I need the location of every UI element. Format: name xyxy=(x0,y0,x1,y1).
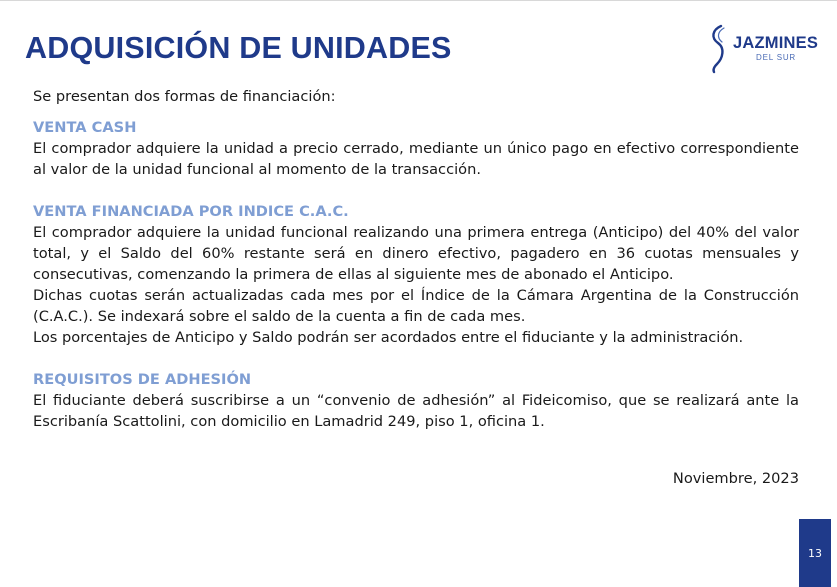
spacer xyxy=(33,180,799,201)
logo-s-mark-icon xyxy=(708,24,732,74)
jazmines-logo xyxy=(708,24,826,74)
venta-financiada-text-1: El comprador adquiere la unidad funcional realizando una primera entrega (Anticipo) del 40% del valor total, y el Saldo del 60% restante será en dinero efectivo, pagadero en 36 cuotas mensuales y consecutivas, comenzando la primera de ellas al siguiente mes de abonado el Anticipo. xyxy=(33,224,799,283)
page-number: 13 xyxy=(808,546,822,560)
top-divider xyxy=(0,0,837,1)
venta-financiada-text-3: Los porcentajes de Anticipo y Saldo podrán ser acordados entre el fiduciante y la administración. xyxy=(33,329,744,346)
requisitos-text: El fiduciante deberá suscribirse a un “convenio de adhesión” al Fideicomiso, que se realizará ante la Escribanía Scattolini, con domicilio en Lamadrid 249, piso 1, oficina 1. xyxy=(33,392,799,430)
venta-financiada-text-2: Dichas cuotas serán actualizadas cada mes por el Índice de la Cámara Argentina de la Construcción (C.A.C.). Se indexará sobre el saldo de la cuenta a fin de cada mes. xyxy=(33,287,799,325)
logo-name: JAZMINES xyxy=(733,34,819,52)
main-content xyxy=(33,86,799,432)
section-heading-venta-financiada: VENTA FINANCIADA POR INDICE C.A.C. xyxy=(33,203,349,220)
intro-text: Se presentan dos formas de financiación: xyxy=(33,88,336,105)
page-title: ADQUISICIÓN DE UNIDADES xyxy=(25,31,452,65)
page-number-badge xyxy=(799,519,831,587)
logo-subtitle: DEL SUR xyxy=(756,53,796,62)
spacer xyxy=(33,348,799,369)
section-heading-requisitos: REQUISITOS DE ADHESIÓN xyxy=(33,371,252,388)
section-heading-venta-cash: VENTA CASH xyxy=(33,119,137,136)
document-date: Noviembre, 2023 xyxy=(672,470,799,487)
venta-cash-text: El comprador adquiere la unidad a precio cerrado, mediante un único pago en efectivo correspondiente al valor de la unidad funcional al momento de la transacción. xyxy=(33,140,799,178)
